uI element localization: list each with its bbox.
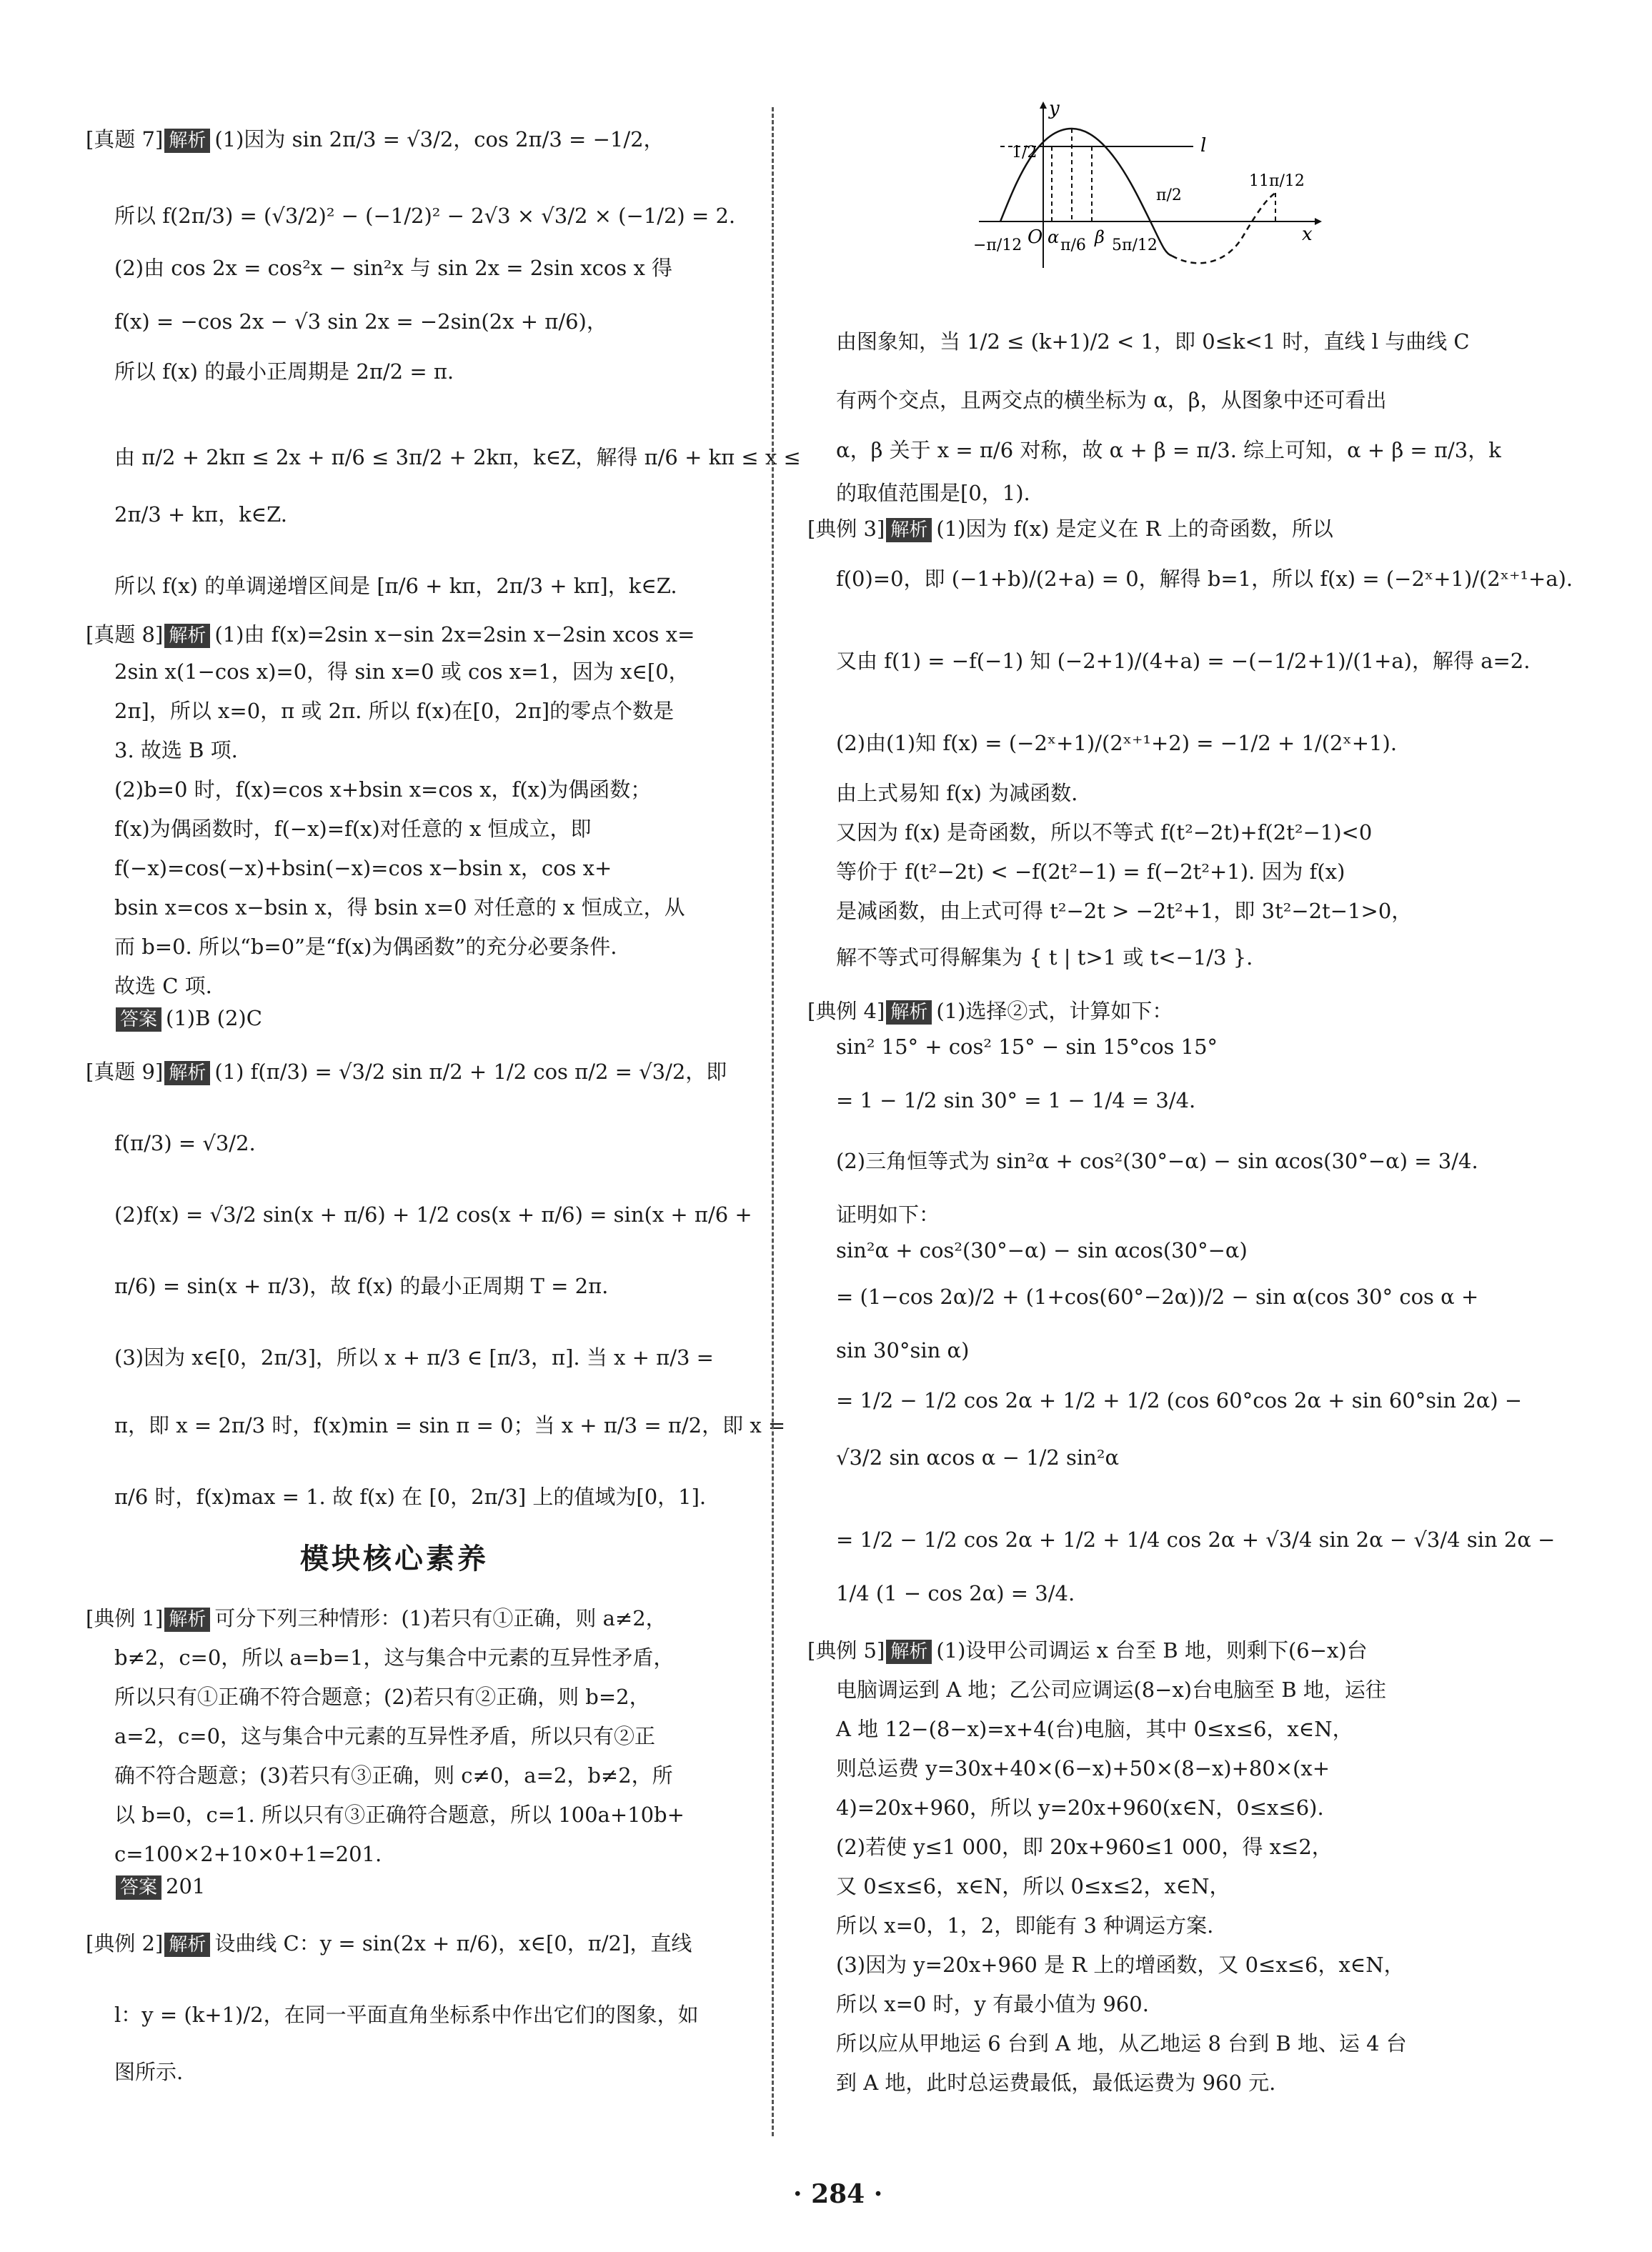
line-text: 电脑调运到 A 地；乙公司应调运(8−x)台电脑至 B 地，运往	[836, 1678, 1386, 1702]
label-11pi-12: 11π/12	[1249, 172, 1305, 190]
line-text: 而 b=0. 所以“b=0”是“f(x)为偶函数”的充分必要条件.	[114, 935, 617, 959]
label-badge: 解析	[886, 1640, 932, 1664]
line-text: 的取值范围是[0，1).	[836, 481, 1030, 505]
text-line	[114, 1129, 256, 1157]
line-text: 所以 f(2π/3) = (√3/2)² − (−1/2)² − 2√3 × √3/2 × (−1/2) = 2.	[114, 204, 736, 228]
text-line	[836, 1911, 1213, 1940]
text-line	[836, 1579, 1075, 1608]
text-line	[114, 1004, 262, 1032]
line-text: f(−x)=cos(−x)+bsin(−x)=cos x−bsin x，cos x+	[114, 856, 612, 880]
label-badge: 解析	[164, 129, 210, 153]
line-text: 3. 故选 B 项.	[114, 738, 238, 762]
line-text: 所以 f(x) 的最小正周期是 2π/2 = π.	[114, 359, 454, 384]
label-x: x	[1302, 224, 1313, 245]
label-alpha: α	[1048, 227, 1060, 247]
text-line	[114, 972, 212, 1000]
text-line	[114, 1343, 714, 1372]
section-title: 模块核心素养	[300, 1543, 489, 1575]
text-line	[114, 736, 238, 764]
line-text: f(x)为偶函数时，f(−x)=f(x)对任意的 x 恒成立，即	[114, 817, 592, 841]
line-text: = 1 − 1/2 sin 30° = 1 − 1/4 = 3/4.	[836, 1088, 1196, 1112]
text-line	[836, 386, 1387, 414]
label-badge: 答案	[116, 1007, 161, 1032]
line-text: 所以 x=0，1，2，即能有 3 种调运方案.	[836, 1913, 1214, 1938]
text-line	[114, 357, 454, 386]
problem-tag: [典例 4]	[807, 999, 885, 1023]
text-line	[114, 500, 287, 529]
line-text: (2)b=0 时，f(x)=cos x+bsin x=cos x，f(x)为偶函数；	[114, 777, 652, 802]
label-badge: 解析	[164, 1933, 210, 1957]
label-pi-6: π/6	[1060, 236, 1086, 254]
text-line	[114, 1683, 650, 1711]
line-text: 由上式易知 f(x) 为减函数.	[836, 781, 1078, 805]
text-line	[836, 1675, 1386, 1704]
label-badge: 答案	[116, 1875, 161, 1900]
text-line	[114, 1872, 205, 1900]
line-text: 有两个交点，且两交点的横坐标为 α，β，从图象中还可看出	[836, 388, 1387, 412]
label-badge: 解析	[164, 624, 210, 648]
text-line	[114, 1722, 655, 1750]
text-line	[836, 564, 1573, 593]
line-text: 等价于 f(t²−2t) < −f(2t²−1) = f(−2t²+1). 因为 f(x)	[836, 860, 1345, 884]
line-text: 所以应从甲地运 6 台到 A 地，从乙地运 8 台到 B 地、运 4 台	[836, 2031, 1407, 2056]
text-line	[114, 254, 672, 282]
line-text: = 1/2 − 1/2 cos 2α + 1/2 + 1/4 cos 2α + √3/4 sin 2α − √3/4 sin 2α −	[836, 1528, 1556, 1552]
line-text: = 1/2 − 1/2 cos 2α + 1/2 + 1/2 (cos 60°cos 2α + sin 60°sin 2α) −	[836, 1388, 1523, 1413]
line-text: 证明如下：	[836, 1202, 940, 1227]
line-text: 所以只有①正确不符合题意；(2)若只有②正确，则 b=2，	[114, 1685, 650, 1709]
label-5pi-12: 5π/12	[1112, 236, 1158, 254]
line-text: (2)若使 y≤1 000，即 20x+960≤1 000，得 x≤2，	[836, 1835, 1333, 1859]
text-line	[86, 125, 665, 154]
line-text: 设曲线 C：y = sin(2x + π/6)，x∈[0，π/2]，直线	[214, 1931, 692, 1955]
text-line	[114, 1483, 706, 1511]
line-text: (1)因为 f(x) 是定义在 R 上的奇函数，所以	[936, 517, 1333, 541]
label-badge: 解析	[886, 1000, 932, 1025]
text-line	[114, 854, 612, 882]
text-line	[836, 1950, 1405, 1979]
line-text: (2)三角恒等式为 sin²α + cos²(30°−α) − sin αcos(30°−α) = 3/4.	[836, 1149, 1478, 1173]
text-line	[836, 436, 1501, 464]
line-text: (3)因为 x∈[0，2π/3]，所以 x + π/3 ∈ [π/3，π]. 当 x + π/3 =	[114, 1345, 714, 1370]
text-line	[836, 1833, 1333, 1861]
problem-tag: [典例 2]	[86, 1931, 164, 1955]
line-text: π，即 x = 2π/3 时，f(x)min = sin π = 0；当 x + π/3 = π/2，即 x =	[114, 1413, 786, 1438]
line-text: 图所示.	[114, 2060, 184, 2084]
text-line	[836, 1086, 1195, 1115]
text-line	[114, 1643, 674, 1672]
line-text: (1)选择②式，计算如下：	[936, 999, 1173, 1023]
line-text: 2π]，所以 x=0，π 或 2π. 所以 f(x)在[0，2π]的零点个数是	[114, 699, 675, 723]
line-text: 由图象知，当 1/2 ≤ (k+1)/2 < 1，即 0≤k<1 时，直线 l 与曲线 C	[836, 329, 1470, 354]
line-text: 所以 f(x) 的单调递增区间是 [π/6 + kπ，2π/3 + kπ]，k∈Z.	[114, 574, 677, 598]
line-text: (1)B (2)C	[166, 1006, 262, 1030]
line-text: 4)=20x+960，所以 y=20x+960(x∈N，0≤x≤6).	[836, 1795, 1324, 1820]
text-line	[836, 1336, 969, 1365]
text-line	[836, 2068, 1275, 2097]
text-line	[836, 1754, 1330, 1783]
line-text: 解不等式可得解集为 { t | t>1 或 t<−1/3 }.	[836, 945, 1253, 970]
line-text: √3/2 sin αcos α − 1/2 sin²α	[836, 1445, 1120, 1470]
problem-tag: [真题 9]	[86, 1060, 164, 1084]
line-text: (2)由(1)知 f(x) = (−2ˣ+1)/(2ˣ⁺¹+2) = −1/2 + 1/(2ˣ+1).	[836, 731, 1398, 755]
line-text: c=100×2+10×0+1=201.	[114, 1842, 382, 1866]
text-line	[836, 1525, 1555, 1554]
text-line	[836, 818, 1372, 847]
label-origin: O	[1027, 226, 1043, 248]
text-line	[114, 1411, 785, 1440]
line-text: 由 π/2 + 2kπ ≤ 2x + π/6 ≤ 3π/2 + 2kπ，k∈Z，解得 π/6 + kπ ≤ x ≤	[114, 445, 801, 469]
line-text: 到 A 地，此时总运费最低，最低运费为 960 元.	[836, 2071, 1276, 2095]
text-line	[86, 1604, 667, 1633]
label-l: l	[1200, 135, 1207, 156]
line-text: sin 30°sin α)	[836, 1338, 970, 1362]
text-line	[836, 779, 1078, 807]
text-line	[807, 514, 1333, 543]
curve-dashed	[1172, 193, 1275, 263]
line-text: bsin x=cos x−bsin x，得 bsin x=0 对任意的 x 恒成立，从	[114, 895, 685, 920]
text-line	[114, 1800, 685, 1829]
text-line	[836, 1793, 1324, 1822]
problem-tag: [真题 8]	[86, 622, 164, 647]
page-number: · 284 ·	[793, 2179, 883, 2209]
text-line	[86, 1929, 692, 1958]
text-line	[836, 1236, 1248, 1265]
text-line	[114, 1200, 752, 1229]
problem-tag: [典例 1]	[86, 1606, 164, 1630]
text-line	[836, 1715, 1353, 1743]
line-text: A 地 12−(8−x)=x+4(台)电脑，其中 0≤x≤6，x∈N，	[836, 1717, 1353, 1741]
column-divider	[772, 107, 774, 2136]
line-text: (3)因为 y=20x+960 是 R 上的增函数，又 0≤x≤6，x∈N，	[836, 1953, 1405, 1977]
text-line	[114, 572, 677, 600]
line-text: f(π/3) = √3/2.	[114, 1131, 256, 1155]
text-line	[114, 814, 592, 843]
problem-tag: [典例 5]	[807, 1638, 885, 1663]
label-beta: β	[1095, 227, 1105, 247]
line-text: 又因为 f(x) 是奇函数，所以不等式 f(t²−2t)+f(2t²−1)<0	[836, 820, 1373, 844]
text-line	[114, 657, 690, 686]
problem-tag: [真题 7]	[86, 127, 164, 151]
text-line	[114, 2058, 183, 2086]
text-line	[86, 1057, 727, 1086]
text-line	[114, 201, 735, 230]
label-badge: 解析	[164, 1061, 210, 1085]
text-line	[114, 1761, 673, 1790]
text-line	[114, 1272, 608, 1300]
line-text: 是减函数，由上式可得 t²−2t > −2t²+1，即 3t²−2t−1>0，	[836, 899, 1413, 923]
text-line	[807, 1636, 1368, 1665]
text-line	[836, 729, 1397, 757]
text-line	[836, 897, 1412, 925]
line-text: 则总运费 y=30x+40×(6−x)+50×(8−x)+80×(x+	[836, 1756, 1330, 1780]
line-text: 可分下列三种情形：(1)若只有①正确，则 a≠2，	[214, 1606, 667, 1630]
line-text: sin² 15° + cos² 15° − sin 15°cos 15°	[836, 1035, 1218, 1059]
text-line	[836, 1872, 1230, 1900]
text-line	[836, 943, 1253, 972]
line-text: = (1−cos 2α)/2 + (1+cos(60°−2α))/2 − sin α(cos 30° cos α +	[836, 1285, 1479, 1309]
text-line	[114, 775, 651, 804]
line-text: sin²α + cos²(30°−α) − sin αcos(30°−α)	[836, 1238, 1248, 1262]
label-badge: 解析	[164, 1608, 210, 1632]
line-text: f(0)=0，即 (−1+b)/(2+a) = 0，解得 b=1，所以 f(x) = (−2ˣ+1)/(2ˣ⁺¹+a).	[836, 567, 1573, 591]
line-text: 2sin x(1−cos x)=0，得 sin x=0 或 cos x=1，因为 x∈[0，	[114, 659, 690, 684]
text-line	[86, 620, 695, 649]
sine-graph-figure	[972, 100, 1322, 271]
line-text: (1)由 f(x)=2sin x−sin 2x=2sin x−2sin xcos x=	[214, 622, 695, 647]
text-line	[836, 647, 1530, 675]
line-text: (1)设甲公司调运 x 台至 B 地，则剩下(6−x)台	[936, 1638, 1368, 1663]
line-text: 2π/3 + kπ，k∈Z.	[114, 502, 287, 527]
line-text: 又 0≤x≤6，x∈N，所以 0≤x≤2，x∈N，	[836, 1874, 1230, 1898]
line-text: π/6) = sin(x + π/3)，故 f(x) 的最小正周期 T = 2π.	[114, 1274, 609, 1298]
text-line	[836, 1282, 1478, 1311]
text-line	[114, 2001, 699, 2029]
line-text: 故选 C 项.	[114, 974, 212, 998]
line-text: (1)因为 sin 2π/3 = √3/2，cos 2π/3 = −1/2，	[214, 127, 665, 151]
text-line	[807, 997, 1173, 1025]
label-neg-pi-12: −π/12	[973, 236, 1022, 254]
text-line	[114, 697, 674, 725]
line-text: (1) f(π/3) = √3/2 sin π/2 + 1/2 cos π/2 = √3/2，即	[214, 1060, 727, 1084]
text-line	[114, 1840, 382, 1868]
text-line	[836, 1200, 940, 1229]
line-text: a=2，c=0，这与集合中元素的互异性矛盾，所以只有②正	[114, 1724, 656, 1748]
text-line	[114, 893, 685, 922]
text-line	[114, 932, 617, 961]
text-line	[836, 1147, 1478, 1175]
text-line	[836, 1443, 1119, 1472]
text-line	[836, 1386, 1522, 1415]
line-text: 以 b=0，c=1. 所以只有③正确符合题意，所以 100a+10b+	[114, 1803, 685, 1827]
text-line	[836, 1032, 1218, 1061]
label-badge: 解析	[886, 518, 932, 542]
text-line	[836, 2029, 1407, 2058]
line-text: b≠2，c=0，所以 a=b=1，这与集合中元素的互异性矛盾，	[114, 1645, 675, 1670]
line-text: π/6 时，f(x)max = 1. 故 f(x) 在 [0，2π/3] 上的值域为[0，1].	[114, 1485, 707, 1509]
line-text: α，β 关于 x = π/6 对称，故 α + β = π/3. 综上可知，α + β = π/3，k	[836, 438, 1501, 462]
problem-tag: [典例 3]	[807, 517, 885, 541]
line-text: 1/4 (1 − cos 2α) = 3/4.	[836, 1581, 1075, 1605]
label-y: y	[1049, 100, 1060, 119]
line-text: 201	[166, 1874, 206, 1898]
label-pi-2: π/2	[1156, 186, 1182, 204]
line-text: l：y = (k+1)/2，在同一平面直角坐标系中作出它们的图象，如	[114, 2003, 699, 2027]
text-line	[114, 443, 801, 472]
label-half: 1/2	[1012, 144, 1038, 161]
line-text: (2)由 cos 2x = cos²x − sin²x 与 sin 2x = 2sin xcos x 得	[114, 256, 673, 280]
line-text: 又由 f(1) = −f(−1) 知 (−2+1)/(4+a) = −(−1/2+1)/(1+a)，解得 a=2.	[836, 649, 1531, 673]
text-line	[836, 479, 1030, 507]
text-line	[836, 1990, 1149, 2018]
text-line	[836, 857, 1345, 886]
text-line	[836, 327, 1470, 356]
line-text: f(x) = −cos 2x − √3 sin 2x = −2sin(2x + π/6)，	[114, 309, 607, 334]
text-line	[114, 307, 607, 336]
line-text: (2)f(x) = √3/2 sin(x + π/6) + 1/2 cos(x + π/6) = sin(x + π/6 +	[114, 1202, 752, 1227]
line-text: 确不符合题意；(3)若只有③正确，则 c≠0，a=2，b≠2，所	[114, 1763, 673, 1788]
line-text: 所以 x=0 时，y 有最小值为 960.	[836, 1992, 1149, 2016]
